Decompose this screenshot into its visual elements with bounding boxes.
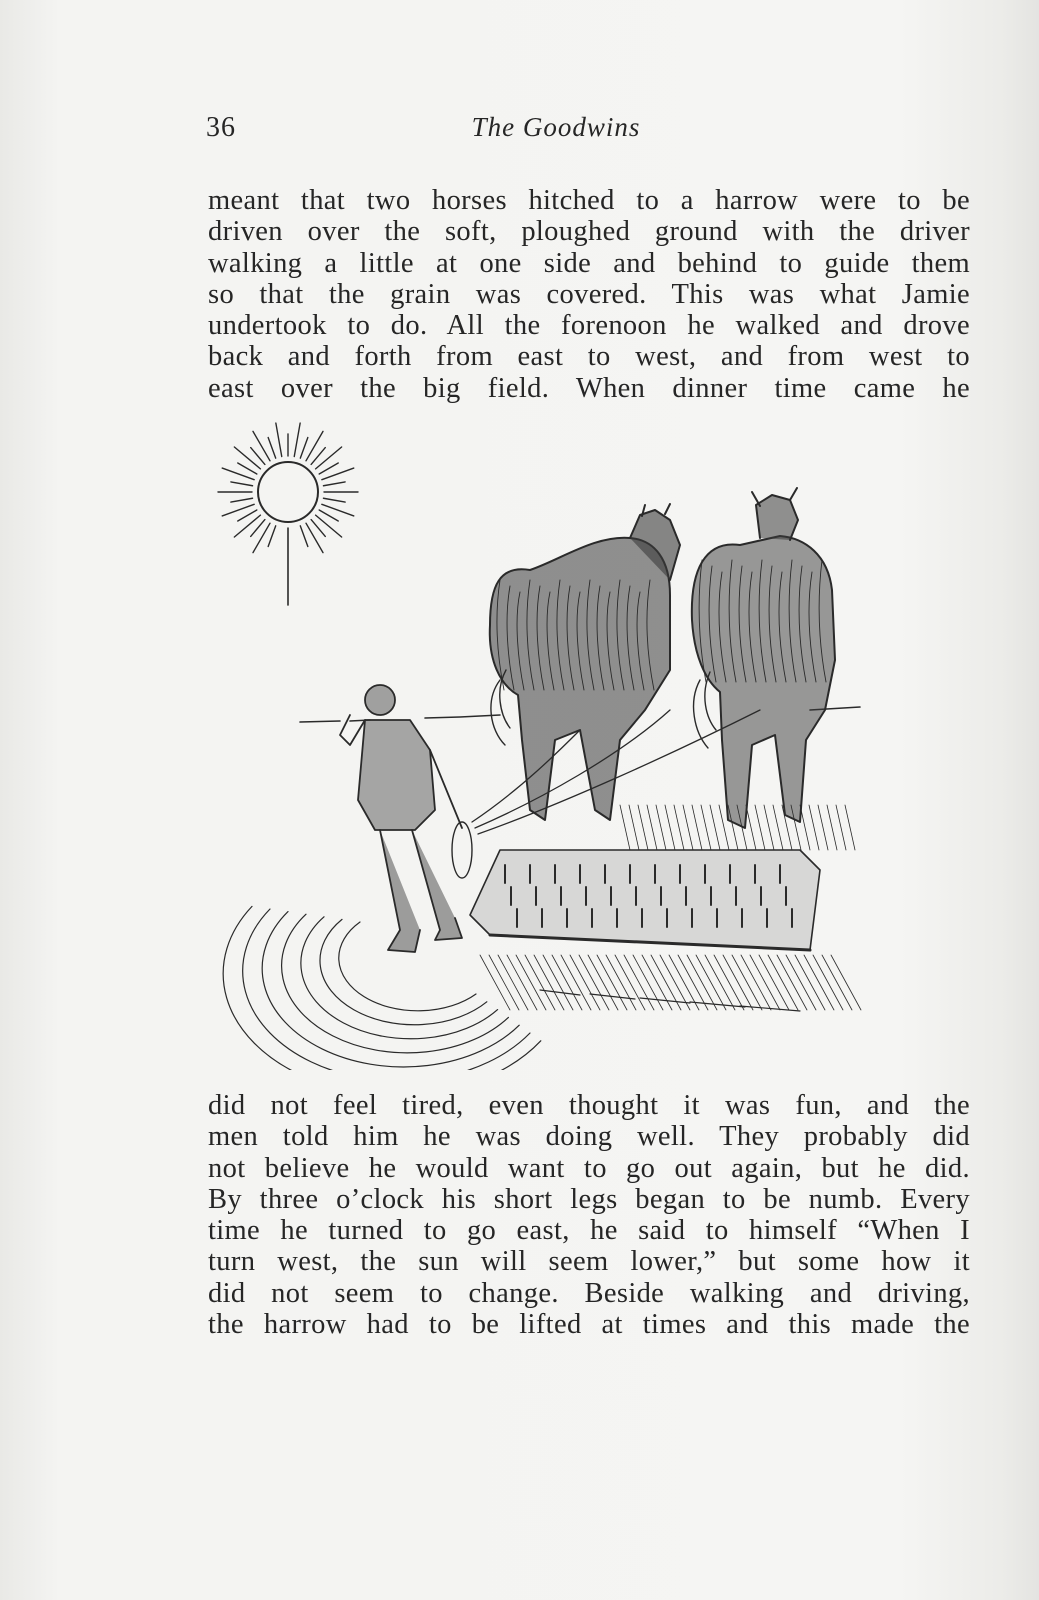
sun-icon [218,423,358,605]
text-line: turn west, the sun will seem lower,” but some how it [208,1246,970,1278]
paragraph-bottom [208,1090,970,1340]
boy-figure [340,685,472,952]
text-line: men told him he was doing well. They probably did [208,1121,970,1153]
text-line: time he turned to go east, he said to himself “When I [208,1215,970,1247]
text-line: walking a little at one side and behind to guide them [208,247,970,279]
paragraph-top [208,185,970,404]
page-number: 36 [206,112,236,143]
text-line: By three o’clock his short legs began to be numb. Every [208,1183,970,1215]
left-horse [490,504,680,820]
harrow [470,850,820,950]
right-horse [692,488,835,828]
text-line: back and forth from east to west, and from west to [208,341,970,373]
text-line: the harrow had to be lifted at times and this made the [208,1309,970,1341]
running-title: The Goodwins [471,112,641,142]
page-header [206,112,966,152]
text-line: not believe he would want to go out again, but he did. [208,1152,970,1184]
text-line: driven over the soft, ploughed ground with the driver [208,216,970,248]
boy-harrowing-with-two-horses-illustration [200,410,880,1070]
text-line: did not seem to change. Beside walking and driving, [208,1277,970,1309]
text-line: east over the big field. When dinner time came he [208,372,970,404]
text-line: meant that two horses hitched to a harrow were to be [208,185,970,216]
text-line: so that the grain was covered. This was what Jamie [208,278,970,310]
text-line: did not feel tired, even thought it was fun, and the [208,1090,970,1121]
text-line: undertook to do. All the forenoon he walked and drove [208,310,970,342]
